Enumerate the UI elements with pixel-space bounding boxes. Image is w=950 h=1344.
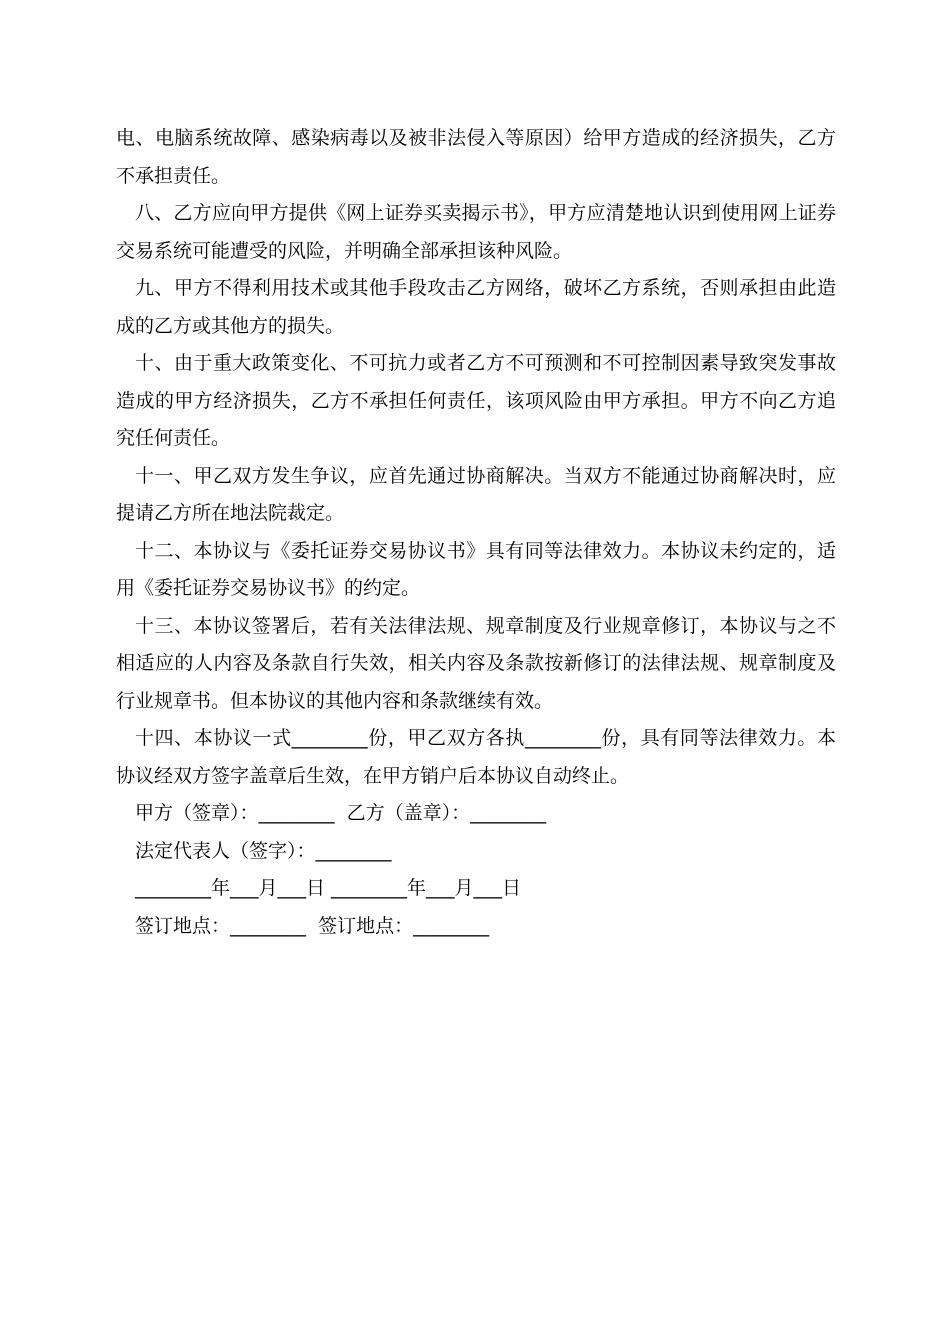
clause-8: 八、乙方应向甲方提供《网上证券买卖揭示书》，甲方应清楚地认识到使用网上证券交易系统可能遭受的风险，并明确全部承担该种风险。 bbox=[116, 202, 836, 262]
clause-12: 十二、本协议与《委托证券交易协议书》具有同等法律效力。本协议未约定的，适用《委托证券交易协议书》的约定。 bbox=[116, 539, 836, 599]
clause-11: 十一、甲乙双方发生争议，应首先通过协商解决。当双方不能通过协商解决时，应提请乙方所在地法院裁定。 bbox=[116, 464, 836, 524]
signature-block bbox=[116, 795, 836, 945]
party-signatures-line: 甲方（签章）：________ 乙方（盖章）：________ bbox=[135, 802, 547, 824]
signing-date-line: ________年___月___日 ________年___月___日 bbox=[135, 877, 522, 899]
clause-9: 九、甲方不得利用技术或其他手段攻击乙方网络，破坏乙方系统，否则承担由此造成的乙方或其他方的损失。 bbox=[116, 277, 836, 337]
legal-representative-line: 法定代表人（签字）：________ bbox=[135, 839, 392, 862]
clause-14: 十四、本协议一式________份，甲乙双方各执________份，具有同等法律效力。本协议经双方签字盖章后生效，在甲方销户后本协议自动终止。 bbox=[116, 727, 836, 787]
clause-10: 十、由于重大政策变化、不可抗力或者乙方不可预测和不可控制因素导致突发事故造成的甲方经济损失，乙方不承担任何责任，该项风险由甲方承担。甲方不向乙方追究任何责任。 bbox=[116, 352, 836, 449]
clause-13: 十三、本协议签署后，若有关法律法规、规章制度及行业规章修订，本协议与之不相适应的人内容及条款自行失效，相关内容及条款按新修订的法律法规、规章制度及行业规章书。但本协议的其他内容和条款继续有效。 bbox=[116, 614, 836, 712]
clause-7-continued: 电、电脑系统故障、感染病毒以及被非法侵入等原因）给甲方造成的经济损失，乙方不承担责任。 bbox=[116, 127, 836, 187]
signing-place-line: 签订地点：________ 签订地点：________ bbox=[135, 914, 490, 937]
agreement-body bbox=[116, 120, 836, 945]
